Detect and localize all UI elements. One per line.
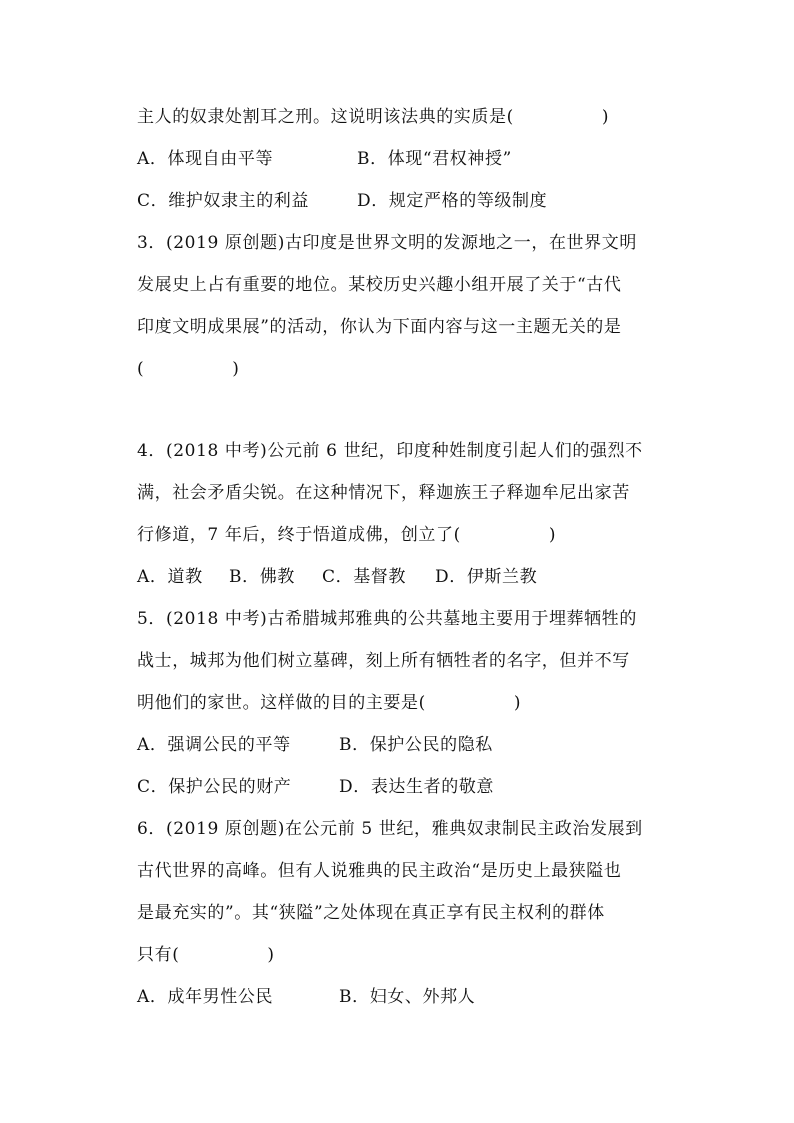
q4-option-b: B．佛教 bbox=[229, 567, 295, 587]
q2-option-c: C．维护奴隶主的利益 bbox=[137, 191, 310, 211]
q4-option-d: D．伊斯兰教 bbox=[435, 567, 538, 587]
q6-line-3: 是最充实的”。其“狭隘”之处体现在真正享有民主权利的群体 bbox=[137, 903, 605, 923]
q5-option-b: B．保护公民的隐私 bbox=[339, 735, 493, 755]
q4-option-c: C．基督教 bbox=[322, 567, 407, 587]
q6-line-1: 6．(2019 原创题)在公元前 5 世纪，雅典奴隶制民主政治发展到 bbox=[137, 819, 643, 839]
q5-line-2: 战士，城邦为他们树立墓碑，刻上所有牺牲者的名字，但并不写 bbox=[137, 651, 630, 671]
q4-line-3: 行修道，7 年后，终于悟道成佛，创立了( ) bbox=[137, 525, 557, 545]
q2-option-b: B．体现“君权神授” bbox=[357, 149, 512, 169]
q3-line-3: 印度文明成果展”的活动，你认为下面内容与这一主题无关的是 bbox=[137, 317, 622, 337]
q6-option-b: B．妇女、外邦人 bbox=[339, 987, 476, 1007]
q5-option-d: D．表达生者的敬意 bbox=[339, 777, 495, 797]
q4-option-a: A．道教 bbox=[137, 567, 203, 587]
q3-line-2: 发展史上占有重要的地位。某校历史兴趣小组开展了关于“古代 bbox=[137, 275, 622, 295]
q6-line-4: 只有( ) bbox=[137, 945, 275, 965]
q5-option-a: A．强调公民的平等 bbox=[137, 735, 291, 755]
q2-option-d: D．规定严格的等级制度 bbox=[357, 191, 548, 211]
q6-option-a: A．成年男性公民 bbox=[137, 987, 274, 1007]
q4-line-2: 满，社会矛盾尖锐。在这种情况下，释迦族王子释迦牟尼出家苦 bbox=[137, 483, 630, 503]
q5-option-c: C．保护公民的财产 bbox=[137, 777, 292, 797]
q3-line-4: ( ) bbox=[137, 359, 240, 379]
q2-stem-tail: 主人的奴隶处割耳之刑。这说明该法典的实质是( ) bbox=[137, 107, 610, 127]
q6-line-2: 古代世界的高峰。但有人说雅典的民主政治“是历史上最狭隘也 bbox=[137, 861, 622, 881]
q5-line-1: 5．(2018 中考)古希腊城邦雅典的公共墓地主要用于埋葬牺牲的 bbox=[137, 609, 637, 629]
q2-option-a: A．体现自由平等 bbox=[137, 149, 274, 169]
q3-line-1: 3．(2019 原创题)古印度是世界文明的发源地之一，在世界文明 bbox=[137, 233, 637, 253]
q4-line-1: 4．(2018 中考)公元前 6 世纪，印度种姓制度引起人们的强烈不 bbox=[137, 441, 643, 461]
q5-line-3: 明他们的家世。这样做的目的主要是( ) bbox=[137, 693, 522, 713]
